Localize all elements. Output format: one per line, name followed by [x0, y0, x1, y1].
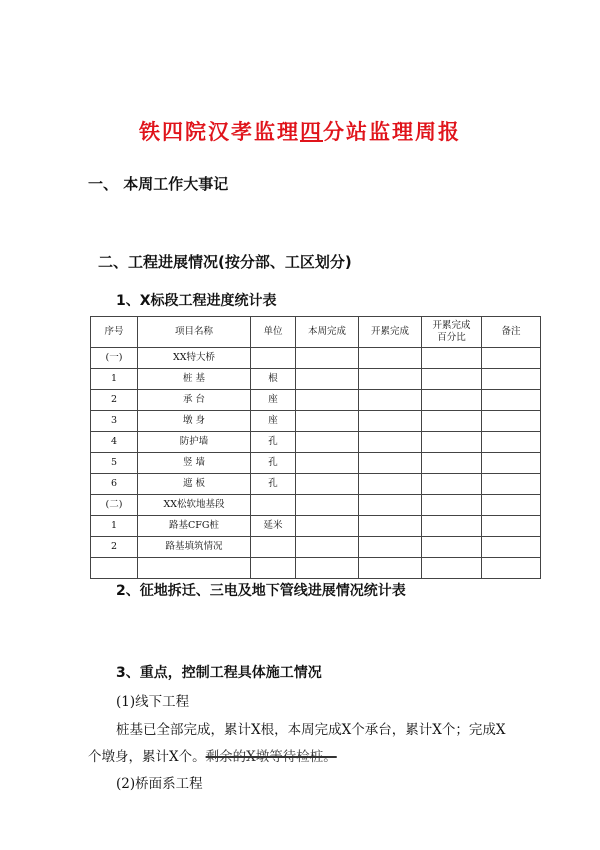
table-cell	[359, 474, 422, 495]
title-part-1: 铁四院汉孝监理	[139, 119, 300, 144]
table-row	[91, 348, 541, 369]
table-cell: 路基CFG桩	[138, 516, 251, 537]
table-cell	[296, 369, 359, 390]
table-cell	[296, 516, 359, 537]
table-row	[91, 495, 541, 516]
table-cell	[251, 348, 296, 369]
table-cell	[482, 411, 541, 432]
table-cell: 1	[91, 369, 138, 390]
paragraph-text: 个墩身，累计X个。	[88, 749, 206, 765]
table-body	[91, 348, 541, 579]
table-cell	[422, 558, 482, 579]
table-cell	[482, 558, 541, 579]
table-cell: 座	[251, 411, 296, 432]
table-cell	[359, 495, 422, 516]
table-cell	[482, 369, 541, 390]
table-cell: 5	[91, 453, 138, 474]
table-cell: 防护墙	[138, 432, 251, 453]
table-cell	[296, 558, 359, 579]
table-cell	[482, 348, 541, 369]
table-row	[91, 411, 541, 432]
table-cell	[422, 453, 482, 474]
table-cell	[359, 411, 422, 432]
item-deck-system: (2)桥面系工程	[116, 776, 203, 792]
table-cell	[296, 432, 359, 453]
table-cell	[251, 558, 296, 579]
table-header-row	[91, 317, 541, 348]
table-cell	[482, 474, 541, 495]
table-cell	[422, 348, 482, 369]
table-cell	[296, 411, 359, 432]
table-cell: (二)	[91, 495, 138, 516]
table-cell	[359, 348, 422, 369]
table-cell	[422, 411, 482, 432]
item-substructure: (1)线下工程	[116, 694, 190, 710]
table-cell	[359, 432, 422, 453]
table-cell: 根	[251, 369, 296, 390]
table-cell: 座	[251, 390, 296, 411]
table-cell	[482, 390, 541, 411]
table-cell	[482, 495, 541, 516]
table-cell: (一)	[91, 348, 138, 369]
table-header-cell: 备注	[482, 317, 541, 348]
table-row	[91, 390, 541, 411]
table-cell	[482, 453, 541, 474]
table-row	[91, 537, 541, 558]
table-cell	[482, 432, 541, 453]
subheading-land-acquisition: 2、征地拆迁、三电及地下管线进展情况统计表	[116, 583, 406, 599]
table-cell	[359, 516, 422, 537]
table-cell: 遮 板	[138, 474, 251, 495]
table-cell	[422, 369, 482, 390]
table-header-cell: 序号	[91, 317, 138, 348]
table-cell: 墩 身	[138, 411, 251, 432]
paragraph-line-1: 桩基已全部完成，累计X根，本周完成X个承台，累计X个；完成X	[116, 722, 506, 738]
table-header-cell: 单位	[251, 317, 296, 348]
table-row	[91, 516, 541, 537]
table-cell	[422, 537, 482, 558]
table-cell	[359, 369, 422, 390]
report-title	[0, 116, 600, 146]
table-cell	[422, 474, 482, 495]
table-cell	[296, 495, 359, 516]
table-header-cell: 项目名称	[138, 317, 251, 348]
table-cell	[359, 537, 422, 558]
table-cell: 桩 基	[138, 369, 251, 390]
table-header-cell: 本周完成	[296, 317, 359, 348]
table-row	[91, 369, 541, 390]
table-cell: 2	[91, 390, 138, 411]
table-cell	[296, 348, 359, 369]
table-row	[91, 432, 541, 453]
section-heading-progress: 二、工程进展情况(按分部、工区划分)	[98, 253, 352, 271]
table-cell: 6	[91, 474, 138, 495]
table-cell: XX特大桥	[138, 348, 251, 369]
table-row	[91, 558, 541, 579]
paragraph-line-2	[88, 745, 337, 765]
section-heading-weekly-events: 一、 本周工作大事记	[88, 175, 229, 193]
table-cell	[359, 558, 422, 579]
table-cell	[91, 558, 138, 579]
table-cell: 2	[91, 537, 138, 558]
table-cell: 承 台	[138, 390, 251, 411]
table-cell	[422, 516, 482, 537]
table-cell: 延米	[251, 516, 296, 537]
title-part-2: 分站监理周报	[323, 119, 461, 144]
table-cell	[138, 558, 251, 579]
progress-table	[90, 316, 541, 579]
table-cell	[296, 474, 359, 495]
table-cell	[482, 537, 541, 558]
struck-text: 剩余的X墩等待检桩。	[205, 749, 337, 765]
table-cell	[296, 390, 359, 411]
title-underlined-char: 四	[300, 119, 323, 144]
table-cell: 4	[91, 432, 138, 453]
table-cell	[422, 432, 482, 453]
table-row	[91, 474, 541, 495]
table-cell	[422, 495, 482, 516]
table-header-cell: 开累完成 百分比	[422, 317, 482, 348]
subheading-progress-table: 1、X标段工程进度统计表	[116, 293, 277, 309]
table-cell	[482, 516, 541, 537]
table-cell: XX松软地基段	[138, 495, 251, 516]
table-cell: 路基填筑情况	[138, 537, 251, 558]
table-cell: 孔	[251, 474, 296, 495]
subheading-key-works: 3、重点，控制工程具体施工情况	[116, 665, 322, 681]
table-cell	[359, 390, 422, 411]
table-cell	[422, 390, 482, 411]
table-cell	[251, 537, 296, 558]
table-cell	[359, 453, 422, 474]
table-row	[91, 453, 541, 474]
table-cell	[296, 453, 359, 474]
table-cell: 1	[91, 516, 138, 537]
table-cell: 3	[91, 411, 138, 432]
table-cell: 竖 墙	[138, 453, 251, 474]
table-header-cell: 开累完成	[359, 317, 422, 348]
table-cell: 孔	[251, 432, 296, 453]
table-cell: 孔	[251, 453, 296, 474]
table-cell	[296, 537, 359, 558]
table-cell	[251, 495, 296, 516]
